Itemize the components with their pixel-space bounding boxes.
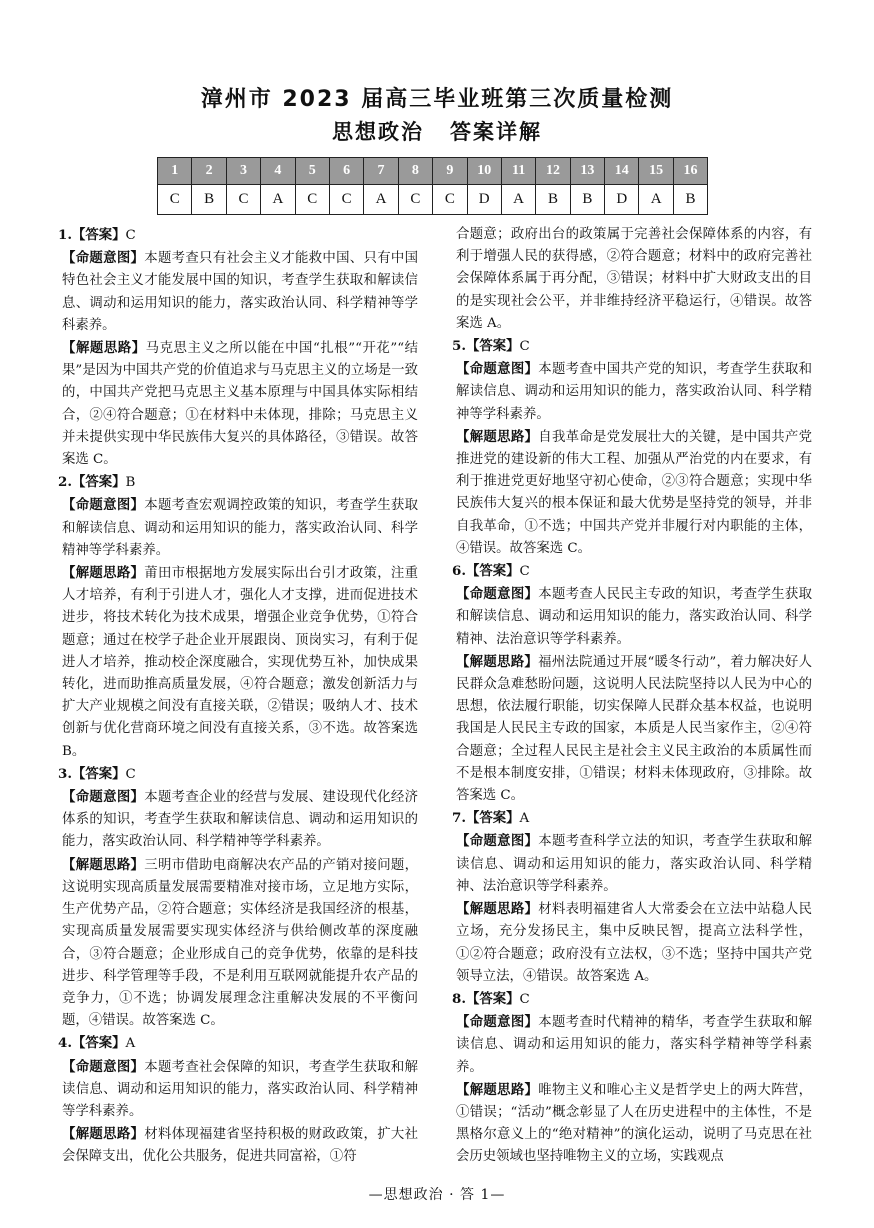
left-column xyxy=(58,224,419,1169)
answer-value: C xyxy=(519,991,530,1007)
right-column xyxy=(452,224,813,1169)
subject-label: 思想政治 xyxy=(332,120,424,144)
question-number-cell: 12 xyxy=(536,158,570,185)
question-number-cell: 10 xyxy=(467,158,501,185)
answer-letter-cell: B xyxy=(673,185,707,215)
answer-label: 【答案】 xyxy=(71,227,126,243)
intent-label: 【命题意图】 xyxy=(456,586,539,603)
answer-letter-cell: A xyxy=(639,185,673,215)
page-title: 漳州市 2023 届高三毕业班第三次质量检测 xyxy=(200,87,674,112)
answer-letter-cell: C xyxy=(158,185,192,215)
question-number-cell: 9 xyxy=(433,158,467,185)
question-number: 7. xyxy=(452,810,466,827)
answer-value: B xyxy=(125,475,136,491)
answer-letter-cell: C xyxy=(398,185,432,215)
analysis-label: 【解题思路】 xyxy=(62,340,146,357)
question-block xyxy=(452,560,813,807)
intent-text: 本题考查只有社会主义才能救中国、只有中国特色社会主义才能发展中国的知识，考查学生获取和解读信息、调动和运用知识的能力，落实政治认同、科学精神等学科素养。 xyxy=(62,251,419,333)
analysis-text: 三明市借助电商解决农产品的产销对接问题，这说明实现高质量发展需要精准对接市场，立足地方实际，生产优势产品，②符合题意；实体经济是我国经济的根基，实现高质量发展需要实现实体经济与供给侧改革的深度融合，③符合题意；企业形成自己的竞争优势，依靠的是科技进步、科学管理等手段，不是利用互联网就能提升农产品的竞争力，①不选；协调发展理念注重解决发展的不平衡问题，④错误。故答案选 C。 xyxy=(62,857,419,1029)
answer-letter-cell: A xyxy=(261,185,295,215)
question-number-cell: 3 xyxy=(226,158,260,185)
intent-label: 【命题意图】 xyxy=(456,361,539,378)
analysis-text: 莆田市根据地方发展实际出台引才政策，注重人才培养，有利于引进人才，强化人才支撑，进而促进技术进步，将技术转化为技术成果，增强企业竞争优势，①符合题意；通过在校学子赴企业开展跟岗、顶岗实习，有利于促进人才培养，推动校企深度融合，实现优势互补，加快成果转化，进而助推高质量发展，④符合题意；激发创新活力与扩大产业规模之间没有直接关联，②错误；吸纳人才、技术创新与优化营商环境之间没有直接关系，③不选。故答案选 B。 xyxy=(62,566,419,759)
question-block-continued xyxy=(456,224,812,335)
question-block xyxy=(452,807,813,988)
question-block xyxy=(58,224,419,471)
question-block xyxy=(452,335,813,560)
analysis-text-start: 材料体现福建省坚持积极的财政政策，扩大社会保障支出，优化公共服务，促进共同富裕，①符 xyxy=(62,1127,419,1165)
answer-letter-cell: C xyxy=(329,185,363,215)
answer-key-table xyxy=(157,157,708,215)
answer-value: C xyxy=(125,228,136,243)
answer-value: A xyxy=(519,811,530,827)
question-number-cell: 1 xyxy=(158,158,192,185)
question-number-cell: 8 xyxy=(398,158,432,185)
answer-label: 【答案】 xyxy=(465,338,520,355)
analysis-text-continued: 合题意；政府出台的政策属于完善社会保障体系的内容，有利于增强人民的获得感，②符合题意；材料中的政府完善社会保障体系属于再分配，③错误；材料中扩大财政支出的目的是实现社会公平，并非维持经济平稳运行，④错误。故答案选 A。 xyxy=(456,227,812,331)
analysis-label: 【解题思路】 xyxy=(456,1081,539,1098)
answer-letter-cell: B xyxy=(536,185,570,215)
answer-label: 【答案】 xyxy=(465,563,520,580)
question-number: 4. xyxy=(58,1035,72,1052)
intent-label: 【命题意图】 xyxy=(62,497,145,514)
question-number-cell: 15 xyxy=(639,158,673,185)
intent-text: 本题考查宏观调控政策的知识，考查学生获取和解读信息、调动和运用知识的能力，落实政治认同、科学精神等学科素养。 xyxy=(62,498,419,558)
answer-label: 【答案】 xyxy=(465,810,520,827)
question-number-cell: 7 xyxy=(364,158,398,185)
question-number-cell: 14 xyxy=(605,158,639,185)
answer-value: C xyxy=(125,766,136,782)
answer-letter-cell: C xyxy=(433,185,467,215)
answer-value: A xyxy=(125,1036,136,1052)
answer-value: C xyxy=(519,339,530,355)
question-number: 6. xyxy=(452,563,466,580)
question-number: 5. xyxy=(452,338,466,355)
analysis-label: 【解题思路】 xyxy=(456,653,539,670)
analysis-text: 材料表明福建省人大常委会在立法中站稳人民立场，充分发扬民主，集中反映民智，提高立法科学性，①②符合题意；政府没有立法权，③不选；坚持中国共产党领导立法，④错误。故答案选 A。 xyxy=(456,902,813,984)
question-number-cell: 4 xyxy=(261,158,295,185)
question-number-cell: 16 xyxy=(673,158,707,185)
intent-label: 【命题意图】 xyxy=(456,833,539,850)
question-number-row xyxy=(158,158,708,185)
analysis-label: 【解题思路】 xyxy=(62,1126,145,1143)
question-block xyxy=(58,471,419,763)
answer-letter-cell: A xyxy=(501,185,535,215)
answer-label: 【答案】 xyxy=(71,474,126,491)
question-number: 1. xyxy=(58,227,72,243)
intent-text: 本题考查中国共产党的知识，考查学生获取和解读信息、调动和运用知识的能力，落实政治认同、科学精神等学科素养。 xyxy=(456,362,813,422)
question-block xyxy=(58,1032,419,1168)
question-number-cell: 11 xyxy=(501,158,535,185)
page-footer: —思想政治 · 答 1— xyxy=(368,1187,506,1203)
answer-letter-cell: C xyxy=(226,185,260,215)
answer-label: 【答案】 xyxy=(465,990,520,1007)
question-number: 2. xyxy=(58,474,72,491)
question-number-cell: 5 xyxy=(295,158,329,185)
page-subtitle xyxy=(0,116,874,146)
analysis-text: 马克思主义之所以能在中国“扎根”“开花”“结果”是因为中国共产党的价值追求与马克思主义的立场是一致的，中国共产党把马克思主义基本原理与中国具体实际相结合，②④符合题意；①在材料中未体现，排除；马克思主义并未提供实现中华民族伟大复兴的具体路径，③错误。故答案选 C。 xyxy=(62,341,418,468)
answer-letter-cell: B xyxy=(192,185,226,215)
analysis-text: 福州法院通过开展“暖冬行动”，着力解决好人民群众急难愁盼问题，这说明人民法院坚持以人民为中心的思想，依法履行职能，切实保障人民群众基本权益，也说明我国是人民民主专政的国家，本质是人民当家作主，②④符合题意；全过程人民民主是社会主义民主政治的本质属性而不是根本制度安排，①错误；材料未体现政府，③排除。故答案选 C。 xyxy=(456,654,812,804)
intent-label: 【命题意图】 xyxy=(62,1058,145,1075)
analysis-text: 自我革命是党发展壮大的关键，是中国共产党推进党的建设新的伟大工程、加强从严治党的内在要求，有利于推进党更好地坚守初心使命，②③符合题意；实现中华民族伟大复兴的根本保证和最大优势是坚持党的领导，并非自我革命，①不选；中国共产党并非履行对内职能的主体，④错误。故答案选 C。 xyxy=(456,429,813,556)
intent-text: 本题考查社会保障的知识，考查学生获取和解读信息、调动和运用知识的能力，落实政治认同、科学精神等学科素养。 xyxy=(62,1059,419,1119)
intent-label: 【命题意图】 xyxy=(456,1014,539,1031)
question-block xyxy=(58,763,419,1032)
intent-label: 【命题意图】 xyxy=(62,250,145,267)
intent-text: 本题考查时代精神的精华，考查学生获取和解读信息、调动和运用知识的能力，落实科学精神等学科素养。 xyxy=(456,1015,813,1075)
question-number-cell: 13 xyxy=(570,158,604,185)
answer-letter-row xyxy=(158,185,708,215)
intent-text: 本题考查人民民主专政的知识，考查学生获取和解读信息、调动和运用知识的能力，落实政治认同、科学精神、法治意识等学科素养。 xyxy=(456,587,813,647)
answer-value: C xyxy=(519,564,530,580)
analysis-text: 唯物主义和唯心主义是哲学史上的两大阵营，①错误；“活动”概念彰显了人在历史进程中的主体性，不是黑格尔意义上的“绝对精神”的演化运动，说明了马克思在社会历史领域也坚持唯物主义的立场，实践观点 xyxy=(456,1082,813,1165)
answer-detail-label: 答案详解 xyxy=(450,120,542,144)
analysis-label: 【解题思路】 xyxy=(62,856,145,873)
intent-text: 本题考查科学立法的知识，考查学生获取和解读信息、调动和运用知识的能力，落实政治认同、科学精神、法治意识等学科素养。 xyxy=(456,834,813,894)
analysis-label: 【解题思路】 xyxy=(456,901,539,918)
answer-letter-cell: A xyxy=(364,185,398,215)
intent-label: 【命题意图】 xyxy=(62,789,145,806)
analysis-label: 【解题思路】 xyxy=(62,565,145,582)
question-number: 8. xyxy=(452,990,466,1007)
answer-label: 【答案】 xyxy=(71,765,126,782)
intent-text: 本题考查企业的经营与发展、建设现代化经济体系的知识，考查学生获取和解读信息、调动和运用知识的能力，落实政治认同、科学精神等学科素养。 xyxy=(62,790,419,850)
answer-letter-cell: C xyxy=(295,185,329,215)
answer-label: 【答案】 xyxy=(71,1035,126,1052)
analysis-label: 【解题思路】 xyxy=(456,428,539,445)
question-number: 3. xyxy=(58,765,72,782)
answer-letter-cell: D xyxy=(467,185,501,215)
answer-letter-cell: D xyxy=(605,185,639,215)
answer-letter-cell: B xyxy=(570,185,604,215)
question-number-cell: 6 xyxy=(329,158,363,185)
question-block xyxy=(452,988,813,1169)
question-number-cell: 2 xyxy=(192,158,226,185)
